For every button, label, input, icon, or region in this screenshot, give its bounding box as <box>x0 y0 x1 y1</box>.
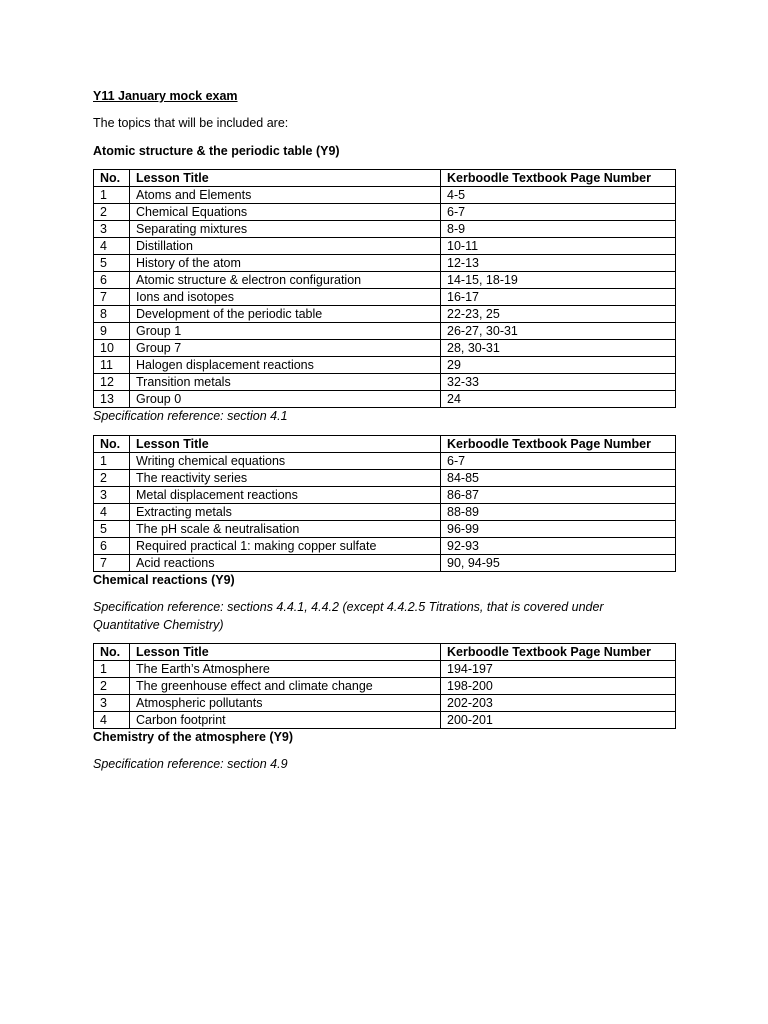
table-row <box>94 453 676 470</box>
cell-no: 12 <box>94 374 130 391</box>
table-row <box>94 695 676 712</box>
section3-spec-reference: Specification reference: section 4.9 <box>93 757 288 771</box>
cell-page-number: 90, 94-95 <box>441 555 676 572</box>
cell-no: 3 <box>94 221 130 238</box>
cell-page-number: 200-201 <box>441 712 676 729</box>
header-page-number: Kerboodle Textbook Page Number <box>441 436 676 453</box>
cell-page-number: 8-9 <box>441 221 676 238</box>
cell-lesson-title: Carbon footprint <box>130 712 441 729</box>
cell-lesson-title: Transition metals <box>130 374 441 391</box>
cell-no: 9 <box>94 323 130 340</box>
cell-no: 4 <box>94 238 130 255</box>
cell-page-number: 84-85 <box>441 470 676 487</box>
cell-no: 1 <box>94 661 130 678</box>
cell-no: 1 <box>94 187 130 204</box>
table-row <box>94 538 676 555</box>
table-row <box>94 712 676 729</box>
table-row <box>94 391 676 408</box>
header-lesson-title: Lesson Title <box>130 644 441 661</box>
table-row <box>94 323 676 340</box>
table-row <box>94 255 676 272</box>
cell-lesson-title: Atmospheric pollutants <box>130 695 441 712</box>
cell-page-number: 28, 30-31 <box>441 340 676 357</box>
cell-no: 3 <box>94 695 130 712</box>
table-row <box>94 678 676 695</box>
cell-lesson-title: Metal displacement reactions <box>130 487 441 504</box>
cell-no: 2 <box>94 678 130 695</box>
table-row <box>94 374 676 391</box>
header-no: No. <box>94 436 130 453</box>
table-row <box>94 204 676 221</box>
cell-lesson-title: Writing chemical equations <box>130 453 441 470</box>
cell-lesson-title: Separating mixtures <box>130 221 441 238</box>
cell-no: 4 <box>94 504 130 521</box>
section1-table <box>93 169 676 408</box>
section2-spec-reference-line2: Quantitative Chemistry) <box>93 618 224 632</box>
cell-page-number: 10-11 <box>441 238 676 255</box>
cell-no: 7 <box>94 289 130 306</box>
table-row <box>94 221 676 238</box>
cell-page-number: 198-200 <box>441 678 676 695</box>
table-row <box>94 487 676 504</box>
table-row <box>94 340 676 357</box>
section1-heading: Atomic structure & the periodic table (Y9) <box>93 144 340 158</box>
cell-page-number: 22-23, 25 <box>441 306 676 323</box>
cell-no: 13 <box>94 391 130 408</box>
section2-table <box>93 435 676 572</box>
cell-lesson-title: Acid reactions <box>130 555 441 572</box>
cell-page-number: 32-33 <box>441 374 676 391</box>
cell-no: 10 <box>94 340 130 357</box>
table-row <box>94 521 676 538</box>
cell-page-number: 202-203 <box>441 695 676 712</box>
cell-no: 2 <box>94 204 130 221</box>
header-no: No. <box>94 170 130 187</box>
cell-page-number: 24 <box>441 391 676 408</box>
section3-heading: Chemistry of the atmosphere (Y9) <box>93 730 294 744</box>
table-row <box>94 187 676 204</box>
cell-page-number: 16-17 <box>441 289 676 306</box>
cell-no: 5 <box>94 521 130 538</box>
header-page-number: Kerboodle Textbook Page Number <box>441 170 676 187</box>
table-row <box>94 555 676 572</box>
cell-lesson-title: The greenhouse effect and climate change <box>130 678 441 695</box>
table-row <box>94 306 676 323</box>
cell-page-number: 88-89 <box>441 504 676 521</box>
cell-lesson-title: Chemical Equations <box>130 204 441 221</box>
cell-lesson-title: Atoms and Elements <box>130 187 441 204</box>
cell-page-number: 86-87 <box>441 487 676 504</box>
cell-page-number: 96-99 <box>441 521 676 538</box>
document-title: Y11 January mock exam <box>93 89 238 103</box>
cell-lesson-title: The reactivity series <box>130 470 441 487</box>
header-lesson-title: Lesson Title <box>130 170 441 187</box>
cell-lesson-title: Group 0 <box>130 391 441 408</box>
cell-page-number: 4-5 <box>441 187 676 204</box>
cell-lesson-title: The pH scale & neutralisation <box>130 521 441 538</box>
cell-page-number: 26-27, 30-31 <box>441 323 676 340</box>
section2-spec-reference-line1: Specification reference: sections 4.4.1, 4.4.2 (except 4.4.2.5 Titrations, that is covered under <box>93 600 604 614</box>
table-header-row <box>94 436 676 453</box>
cell-no: 6 <box>94 272 130 289</box>
cell-no: 6 <box>94 538 130 555</box>
intro-text: The topics that will be included are: <box>93 116 289 130</box>
header-page-number: Kerboodle Textbook Page Number <box>441 644 676 661</box>
header-lesson-title: Lesson Title <box>130 436 441 453</box>
cell-no: 8 <box>94 306 130 323</box>
table-row <box>94 289 676 306</box>
cell-no: 4 <box>94 712 130 729</box>
header-no: No. <box>94 644 130 661</box>
table-row <box>94 272 676 289</box>
cell-lesson-title: Development of the periodic table <box>130 306 441 323</box>
cell-lesson-title: Halogen displacement reactions <box>130 357 441 374</box>
cell-page-number: 194-197 <box>441 661 676 678</box>
table-row <box>94 238 676 255</box>
cell-lesson-title: Distillation <box>130 238 441 255</box>
cell-lesson-title: Group 1 <box>130 323 441 340</box>
cell-lesson-title: The Earth’s Atmosphere <box>130 661 441 678</box>
cell-no: 1 <box>94 453 130 470</box>
section2-heading: Chemical reactions (Y9) <box>93 573 235 587</box>
table-row <box>94 661 676 678</box>
cell-page-number: 29 <box>441 357 676 374</box>
cell-page-number: 12-13 <box>441 255 676 272</box>
table-row <box>94 470 676 487</box>
section3-table <box>93 643 676 729</box>
table-header-row <box>94 170 676 187</box>
cell-no: 7 <box>94 555 130 572</box>
cell-lesson-title: Required practical 1: making copper sulfate <box>130 538 441 555</box>
cell-no: 5 <box>94 255 130 272</box>
table-header-row <box>94 644 676 661</box>
cell-page-number: 14-15, 18-19 <box>441 272 676 289</box>
cell-lesson-title: History of the atom <box>130 255 441 272</box>
cell-lesson-title: Atomic structure & electron configuration <box>130 272 441 289</box>
cell-page-number: 92-93 <box>441 538 676 555</box>
cell-no: 3 <box>94 487 130 504</box>
section1-spec-reference: Specification reference: section 4.1 <box>93 409 288 423</box>
table-row <box>94 504 676 521</box>
cell-page-number: 6-7 <box>441 204 676 221</box>
cell-lesson-title: Ions and isotopes <box>130 289 441 306</box>
cell-no: 2 <box>94 470 130 487</box>
cell-lesson-title: Group 7 <box>130 340 441 357</box>
cell-lesson-title: Extracting metals <box>130 504 441 521</box>
cell-no: 11 <box>94 357 130 374</box>
table-row <box>94 357 676 374</box>
cell-page-number: 6-7 <box>441 453 676 470</box>
